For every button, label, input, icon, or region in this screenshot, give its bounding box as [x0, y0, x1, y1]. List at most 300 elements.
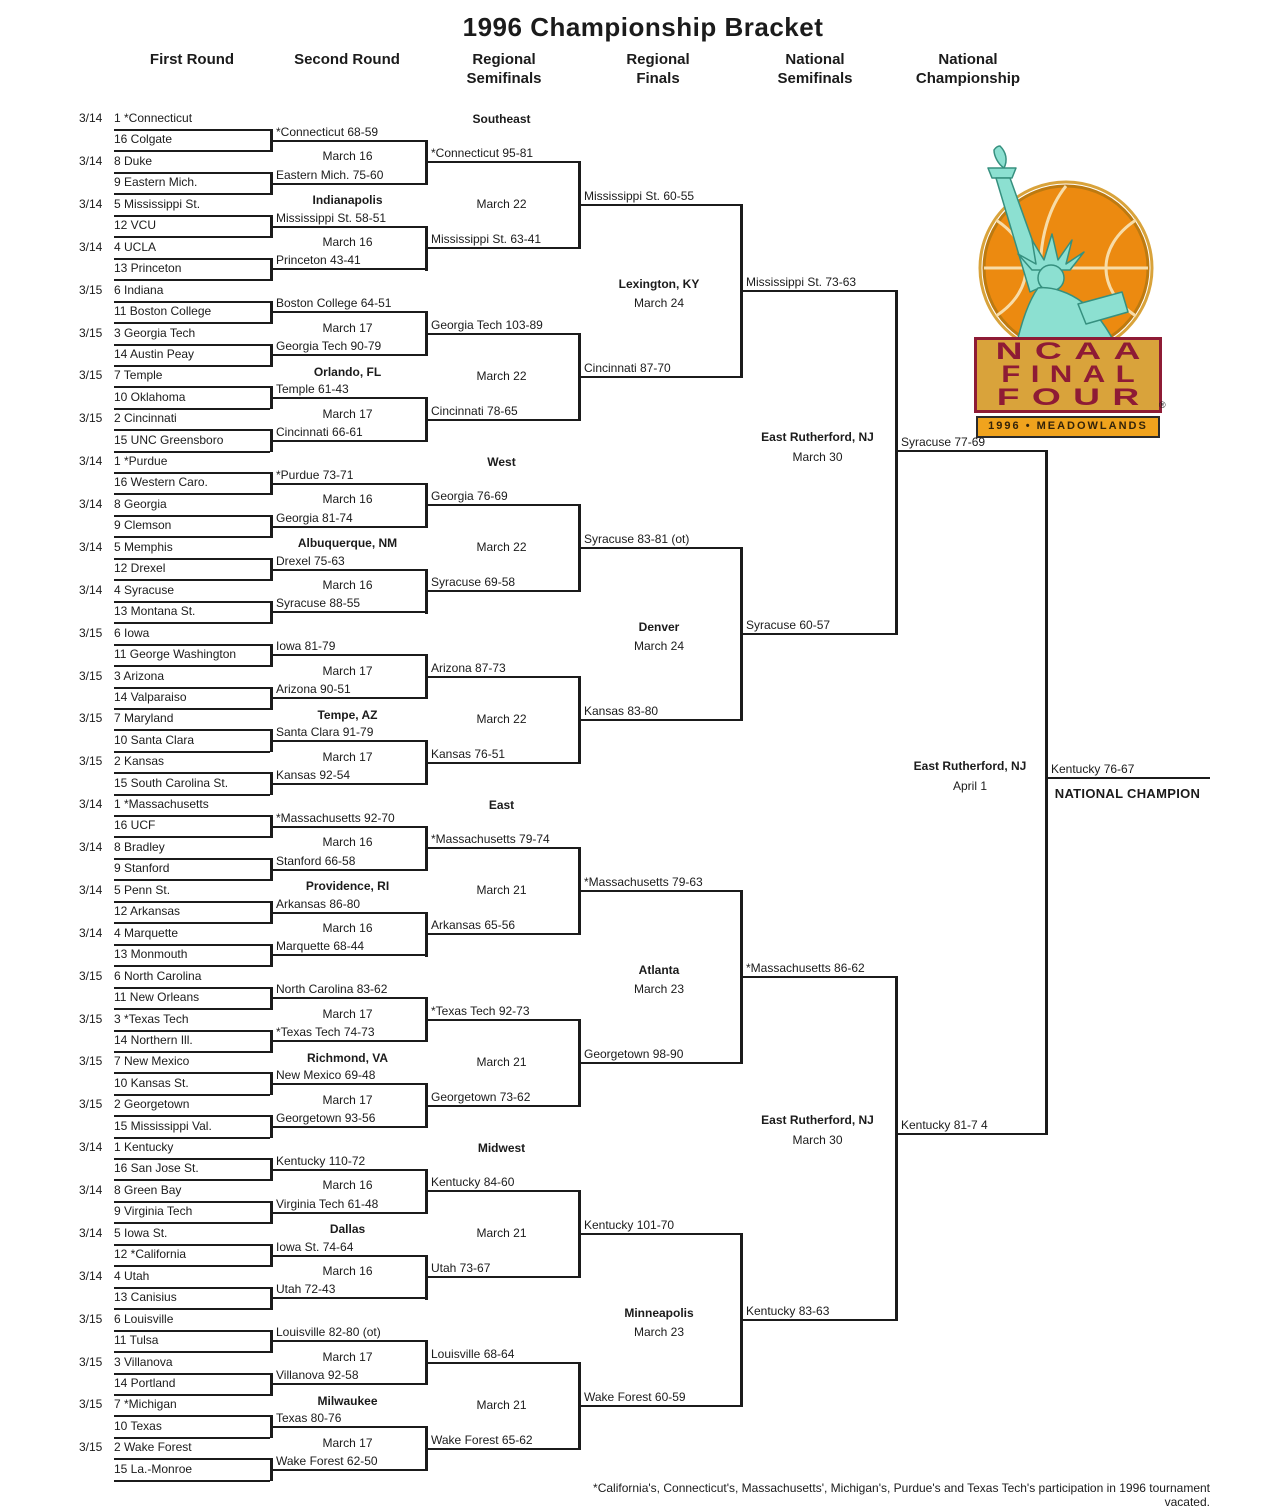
regional-final-result: Kentucky 101-70: [584, 1218, 675, 1232]
region-label: East: [488, 798, 515, 812]
bracket-line-h: [578, 1233, 740, 1235]
semifinal-date-label: March 22: [476, 712, 527, 726]
column-header-line: National: [938, 51, 998, 68]
regional-semifinal-result: Kansas 76-51: [431, 747, 506, 761]
bracket-line-h: [270, 783, 425, 785]
regional-final-result: Cincinnati 87-70: [584, 361, 671, 375]
team-label: 13 Princeton: [114, 261, 182, 275]
bracket-line-h: [425, 1019, 578, 1021]
column-header-second-round: [262, 50, 432, 69]
regional-champion-result: Syracuse 60-57: [746, 618, 831, 632]
team-label: 7 New Mexico: [114, 1054, 190, 1068]
round-date-label: March 16: [322, 1178, 373, 1192]
round-date-label: March 16: [322, 235, 373, 249]
bracket-line-h: [114, 944, 270, 946]
game-date: 3/14: [79, 1140, 103, 1154]
bracket-line-h: [425, 419, 578, 421]
team-label: 6 Iowa: [114, 626, 150, 640]
column-header-line: Championship: [915, 70, 1021, 87]
national-semifinal-date: March 30: [792, 450, 843, 464]
bracket-line-h: [114, 236, 270, 238]
logo-banner: 1996 • MEADOWLANDS: [976, 416, 1160, 438]
bracket-line-h: [114, 1308, 270, 1310]
team-label: 13 Monmouth: [114, 947, 188, 961]
regional-semifinal-result: *Connecticut 95-81: [431, 146, 534, 160]
second-round-result: Marquette 68-44: [276, 939, 365, 953]
semifinal-date-label: March 21: [476, 1055, 527, 1069]
game-date: 3/15: [79, 283, 103, 297]
second-round-result: *Connecticut 68-59: [276, 125, 379, 139]
round-date-label: March 16: [322, 149, 373, 163]
team-label: 14 Northern Ill.: [114, 1033, 193, 1047]
bracket-line-h: [114, 1201, 270, 1203]
second-round-result: Temple 61-43: [276, 382, 349, 396]
bracket-line-h: [270, 354, 425, 356]
second-round-result: New Mexico 69-48: [276, 1068, 376, 1082]
bracket-line-h: [114, 279, 270, 281]
championship-date: April 1: [952, 779, 987, 793]
game-date: 3/14: [79, 883, 103, 897]
bracket-line-h: [425, 590, 578, 592]
regional-semifinal-result: Arizona 87-73: [431, 661, 506, 675]
bracket-line-h: [270, 1212, 425, 1214]
game-date: 3/14: [79, 926, 103, 940]
bracket-line-h: [895, 1133, 1045, 1135]
column-header-line: Regional: [626, 51, 690, 68]
bracket-line-h: [114, 1480, 270, 1482]
second-round-result: Arkansas 86-80: [276, 897, 361, 911]
column-header-national-championship: [883, 50, 1053, 88]
bracket-line-h: [740, 1319, 895, 1321]
bracket-line-h: [270, 954, 425, 956]
game-date: 3/15: [79, 969, 103, 983]
bracket-line-h: [578, 1405, 740, 1407]
bracket-line-h: [578, 719, 740, 721]
round-date-label: March 17: [322, 1436, 373, 1450]
second-round-result: Santa Clara 91-79: [276, 725, 374, 739]
round-date-label: March 17: [322, 321, 373, 335]
bracket-line-h: [114, 365, 270, 367]
bracket-line-h: [114, 729, 270, 731]
bracket-line-h: [270, 997, 425, 999]
team-label: 5 Iowa St.: [114, 1226, 168, 1240]
regional-final-result: Georgetown 98-90: [584, 1047, 684, 1061]
bracket-line-h: [270, 569, 425, 571]
team-label: 16 San Jose St.: [114, 1161, 199, 1175]
bracket-line-h: [114, 1415, 270, 1417]
ncaa-final-four-logo: [966, 142, 1170, 442]
game-date: 3/15: [79, 754, 103, 768]
bracket-line-h: [425, 933, 578, 935]
page-title: 1996 Championship Bracket: [462, 12, 824, 42]
bracket-line-h: [114, 215, 270, 217]
team-label: 6 Indiana: [114, 283, 164, 297]
bracket-line-h: [114, 129, 270, 131]
bracket-line-h: [114, 644, 270, 646]
region-label: Midwest: [477, 1141, 526, 1155]
bracket-line-h: [270, 183, 425, 185]
team-label: 14 Portland: [114, 1376, 176, 1390]
bracket-line-h: [578, 1062, 740, 1064]
team-label: 2 Wake Forest: [114, 1440, 192, 1454]
semifinal-date-label: March 21: [476, 1398, 527, 1412]
bracket-line-h: [114, 794, 270, 796]
bracket-line-h: [425, 333, 578, 335]
bracket-line-h: [114, 601, 270, 603]
team-label: 7 Temple: [114, 368, 163, 382]
column-header-regional-finals: [573, 50, 743, 88]
team-label: 12 *California: [114, 1247, 187, 1261]
logo-wordmark-line: FOUR: [996, 384, 1152, 411]
second-round-result: Virginia Tech 61-48: [276, 1197, 379, 1211]
team-label: 9 Virginia Tech: [114, 1204, 193, 1218]
bracket-line-h: [270, 1255, 425, 1257]
second-round-result: Kansas 92-54: [276, 768, 351, 782]
team-label: 16 Western Caro.: [114, 475, 208, 489]
bracket-line-h: [114, 344, 270, 346]
second-round-result: Boston College 64-51: [276, 296, 392, 310]
bracket-line-h: [270, 268, 425, 270]
bracket-line-h: [114, 472, 270, 474]
national-champion-label: NATIONAL CHAMPION: [1054, 786, 1201, 801]
game-date: 3/15: [79, 1397, 103, 1411]
team-label: 3 *Texas Tech: [114, 1012, 189, 1026]
bracket-line-h: [270, 526, 425, 528]
game-date: 3/14: [79, 1226, 103, 1240]
team-label: 6 North Carolina: [114, 969, 202, 983]
round-date-label: March 17: [322, 407, 373, 421]
game-date: 3/14: [79, 1183, 103, 1197]
bracket-line-h: [114, 1330, 270, 1332]
column-header-line: Semifinals: [777, 70, 853, 87]
column-header-first-round: [107, 50, 277, 69]
second-round-result: Kentucky 110-72: [276, 1154, 366, 1168]
regional-semifinal-result: *Texas Tech 92-73: [431, 1004, 530, 1018]
team-label: 12 VCU: [114, 218, 157, 232]
regional-champion-result: Mississippi St. 73-63: [746, 275, 857, 289]
bracket-line-h: [578, 204, 740, 206]
team-label: 8 Bradley: [114, 840, 165, 854]
national-semifinal-city: East Rutherford, NJ: [761, 1113, 874, 1127]
second-round-result: Louisville 82-80 (ot): [276, 1325, 381, 1339]
regional-semifinal-result: Kentucky 84-60: [431, 1175, 515, 1189]
bracket-line-h: [114, 1094, 270, 1096]
team-label: 3 Villanova: [114, 1355, 173, 1369]
team-label: 9 Clemson: [114, 518, 172, 532]
semifinal-date-label: March 21: [476, 1226, 527, 1240]
bracket-line-h: [740, 633, 895, 635]
bracket-line-h: [114, 150, 270, 152]
bracket-line-h: [114, 665, 270, 667]
bracket-line-h: [114, 987, 270, 989]
second-round-result: Iowa St. 74-64: [276, 1240, 354, 1254]
bracket-line-h: [114, 579, 270, 581]
bracket-line-h: [114, 493, 270, 495]
second-round-result: *Purdue 73-71: [276, 468, 354, 482]
bracket-line-h: [270, 1169, 425, 1171]
team-label: 7 Maryland: [114, 711, 174, 725]
second-round-result: Wake Forest 62-50: [276, 1454, 378, 1468]
second-round-result: Texas 80-76: [276, 1411, 342, 1425]
bracket-line-h: [1045, 777, 1210, 779]
second-round-result: Iowa 81-79: [276, 639, 336, 653]
bracket-line-h: [114, 858, 270, 860]
round-date-label: March 16: [322, 1264, 373, 1278]
team-label: 11 George Washington: [114, 647, 237, 661]
bracket-line-h: [578, 890, 740, 892]
game-date: 3/14: [79, 497, 103, 511]
team-label: 13 Montana St.: [114, 604, 196, 618]
bracket-line-h: [114, 1051, 270, 1053]
round-date-label: March 17: [322, 1093, 373, 1107]
bracket-line-h: [114, 965, 270, 967]
bracket-line-h: [114, 1137, 270, 1139]
bracket-line-h: [425, 1190, 578, 1192]
bracket-line-h: [270, 1297, 425, 1299]
bracket-line-h: [895, 450, 1045, 452]
bracket-line-h: [270, 1040, 425, 1042]
bracket-line-h: [114, 1394, 270, 1396]
bracket-line-h: [114, 1373, 270, 1375]
bracket-line-h: [114, 879, 270, 881]
bracket-line-h: [114, 558, 270, 560]
team-label: 15 Mississippi Val.: [114, 1119, 212, 1133]
second-round-result: Mississippi St. 58-51: [276, 211, 387, 225]
bracket-line-h: [425, 676, 578, 678]
team-label: 12 Arkansas: [114, 904, 181, 918]
bracket-line-h: [114, 708, 270, 710]
bracket-line-h: [114, 1244, 270, 1246]
game-date: 3/14: [79, 1269, 103, 1283]
bracket-line-h: [114, 408, 270, 410]
team-label: 14 Austin Peay: [114, 347, 195, 361]
bracket-line-h: [270, 397, 425, 399]
bracket-line-h: [425, 161, 578, 163]
bracket-line-h: [425, 762, 578, 764]
game-date: 3/14: [79, 197, 103, 211]
column-header-line: Second Round: [294, 51, 400, 68]
team-label: 2 Georgetown: [114, 1097, 190, 1111]
semifinal-date-label: March 22: [476, 369, 527, 383]
national-semifinal-city: East Rutherford, NJ: [761, 430, 874, 444]
game-date: 3/15: [79, 1097, 103, 1111]
team-label: 1 *Purdue: [114, 454, 168, 468]
regional-final-city: Denver: [638, 620, 680, 634]
site-label: Dallas: [329, 1222, 366, 1236]
registered-mark-icon: ®: [1159, 400, 1166, 410]
bracket-line-h: [114, 1265, 270, 1267]
regional-semifinal-result: Georgia 76-69: [431, 489, 508, 503]
regional-final-result: Kansas 83-80: [584, 704, 659, 718]
game-date: 3/15: [79, 1054, 103, 1068]
regional-final-result: Syracuse 83-81 (ot): [584, 532, 690, 546]
team-label: 7 *Michigan: [114, 1397, 177, 1411]
bracket-line-h: [114, 258, 270, 260]
bracket-line-h: [270, 440, 425, 442]
team-label: 15 South Carolina St.: [114, 776, 229, 790]
regional-final-date: March 24: [633, 639, 685, 653]
team-label: 2 Cincinnati: [114, 411, 177, 425]
semifinal-date-label: March 21: [476, 883, 527, 897]
footnote: *California's, Connecticut's, Massachusetts', Michigan's, Purdue's and Texas Tech's participation in 1996 tournament vacated.: [593, 1481, 1210, 1509]
bracket-line-h: [114, 1008, 270, 1010]
team-label: 5 Mississippi St.: [114, 197, 201, 211]
bracket-line-h: [114, 536, 270, 538]
bracket-line-h: [114, 1287, 270, 1289]
team-label: 4 Marquette: [114, 926, 179, 940]
site-label: Indianapolis: [312, 193, 383, 207]
team-label: 9 Eastern Mich.: [114, 175, 198, 189]
bracket-line-h: [270, 1083, 425, 1085]
national-semifinal-result: Kentucky 81-7 4: [901, 1118, 988, 1132]
team-label: 8 Green Bay: [114, 1183, 182, 1197]
bracket-line-h: [270, 140, 425, 142]
team-label: 4 Syracuse: [114, 583, 175, 597]
regional-semifinal-result: *Massachusetts 79-74: [431, 832, 550, 846]
regional-semifinal-result: Arkansas 65-56: [431, 918, 516, 932]
team-label: 16 Colgate: [114, 132, 173, 146]
team-label: 10 Kansas St.: [114, 1076, 189, 1090]
bracket-line-h: [578, 547, 740, 549]
regional-final-result: Mississippi St. 60-55: [584, 189, 695, 203]
column-header-line: Regional: [472, 51, 536, 68]
team-label: 12 Drexel: [114, 561, 166, 575]
game-date: 3/15: [79, 626, 103, 640]
regional-final-date: March 24: [633, 296, 685, 310]
team-label: 16 UCF: [114, 818, 156, 832]
game-date: 3/14: [79, 454, 103, 468]
round-date-label: March 16: [322, 835, 373, 849]
site-label: Albuquerque, NM: [297, 536, 398, 550]
bracket-line-h: [114, 836, 270, 838]
game-date: 3/14: [79, 797, 103, 811]
regional-final-result: *Massachusetts 79-63: [584, 875, 703, 889]
column-header-line: Semifinals: [466, 70, 542, 87]
bracket-line-h: [114, 922, 270, 924]
national-champion-result: Kentucky 76-67: [1051, 762, 1135, 776]
team-label: 3 Arizona: [114, 669, 165, 683]
second-round-result: Villanova 92-58: [276, 1368, 359, 1382]
team-label: 6 Louisville: [114, 1312, 174, 1326]
bracket-line-h: [114, 1158, 270, 1160]
bracket-line-h: [114, 193, 270, 195]
bracket-line-h: [114, 772, 270, 774]
column-header-regional-semifinals: [419, 50, 589, 88]
bracket-line-h: [270, 826, 425, 828]
bracket-line-h: [425, 247, 578, 249]
game-date: 3/15: [79, 1012, 103, 1026]
game-date: 3/14: [79, 840, 103, 854]
site-label: Richmond, VA: [306, 1051, 389, 1065]
bracket-line-h: [270, 1426, 425, 1428]
team-label: 1 *Massachusetts: [114, 797, 209, 811]
second-round-result: Georgetown 93-56: [276, 1111, 376, 1125]
bracket-line-h: [270, 611, 425, 613]
game-date: 3/15: [79, 326, 103, 340]
bracket-line-h: [114, 1222, 270, 1224]
game-date: 3/15: [79, 1440, 103, 1454]
second-round-result: Princeton 43-41: [276, 253, 361, 267]
regional-semifinal-result: Georgetown 73-62: [431, 1090, 531, 1104]
round-date-label: March 17: [322, 664, 373, 678]
site-label: Tempe, AZ: [317, 708, 378, 722]
regional-champion-result: *Massachusetts 86-62: [746, 961, 865, 975]
bracket-line-h: [270, 1469, 425, 1471]
team-label: 4 Utah: [114, 1269, 150, 1283]
regional-semifinal-result: Louisville 68-64: [431, 1347, 515, 1361]
second-round-result: Drexel 75-63: [276, 554, 345, 568]
second-round-result: *Massachusetts 92-70: [276, 811, 395, 825]
game-date: 3/15: [79, 368, 103, 382]
team-label: 13 Canisius: [114, 1290, 177, 1304]
regional-final-city: Atlanta: [638, 963, 680, 977]
second-round-result: Syracuse 88-55: [276, 596, 361, 610]
round-date-label: March 16: [322, 578, 373, 592]
bracket-line-h: [425, 1362, 578, 1364]
round-date-label: March 16: [322, 492, 373, 506]
bracket-line-h: [270, 311, 425, 313]
bracket-line-h: [114, 386, 270, 388]
bracket-line-h: [270, 740, 425, 742]
bracket-line-h: [270, 869, 425, 871]
bracket-line-h: [270, 1126, 425, 1128]
bracket-line-h: [114, 622, 270, 624]
bracket-line-h: [425, 1448, 578, 1450]
national-semifinal-result: Syracuse 77-69: [901, 435, 986, 449]
column-header-national-semifinals: [730, 50, 900, 88]
team-label: 10 Texas: [114, 1419, 162, 1433]
second-round-result: *Texas Tech 74-73: [276, 1025, 375, 1039]
regional-semifinal-result: Mississippi St. 63-41: [431, 232, 542, 246]
bracket-line-h: [425, 1105, 578, 1107]
second-round-result: Utah 72-43: [276, 1282, 336, 1296]
bracket-line-h: [114, 515, 270, 517]
regional-final-date: March 23: [633, 982, 685, 996]
round-date-label: March 17: [322, 1007, 373, 1021]
bracket-line-h: [114, 1030, 270, 1032]
game-date: 3/15: [79, 411, 103, 425]
site-label: Orlando, FL: [313, 365, 382, 379]
bracket-line-h: [114, 451, 270, 453]
regional-semifinal-result: Syracuse 69-58: [431, 575, 516, 589]
second-round-result: Eastern Mich. 75-60: [276, 168, 384, 182]
column-header-line: First Round: [149, 51, 235, 68]
logo-wordmark-line: NCAA: [995, 338, 1153, 365]
regional-champion-result: Kentucky 83-63: [746, 1304, 830, 1318]
bracket-line-h: [425, 1276, 578, 1278]
second-round-result: Stanford 66-58: [276, 854, 356, 868]
bracket-line-h: [114, 1437, 270, 1439]
bracket-line-h: [270, 483, 425, 485]
round-date-label: March 17: [322, 750, 373, 764]
game-date: 3/14: [79, 111, 103, 125]
bracket-line-h: [114, 751, 270, 753]
bracket-line-h: [114, 687, 270, 689]
game-date: 3/14: [79, 583, 103, 597]
region-label: Southeast: [472, 112, 531, 126]
regional-final-city: Minneapolis: [624, 1306, 694, 1320]
team-label: 8 Georgia: [114, 497, 167, 511]
team-label: 3 Georgia Tech: [114, 326, 196, 340]
regional-final-city: Lexington, KY: [618, 277, 700, 291]
bracket-line-h: [578, 376, 740, 378]
team-label: 4 UCLA: [114, 240, 157, 254]
team-label: 10 Oklahoma: [114, 390, 186, 404]
team-label: 5 Memphis: [114, 540, 173, 554]
bracket-line-h: [425, 847, 578, 849]
team-label: 1 *Connecticut: [114, 111, 193, 125]
site-label: Providence, RI: [305, 879, 390, 893]
